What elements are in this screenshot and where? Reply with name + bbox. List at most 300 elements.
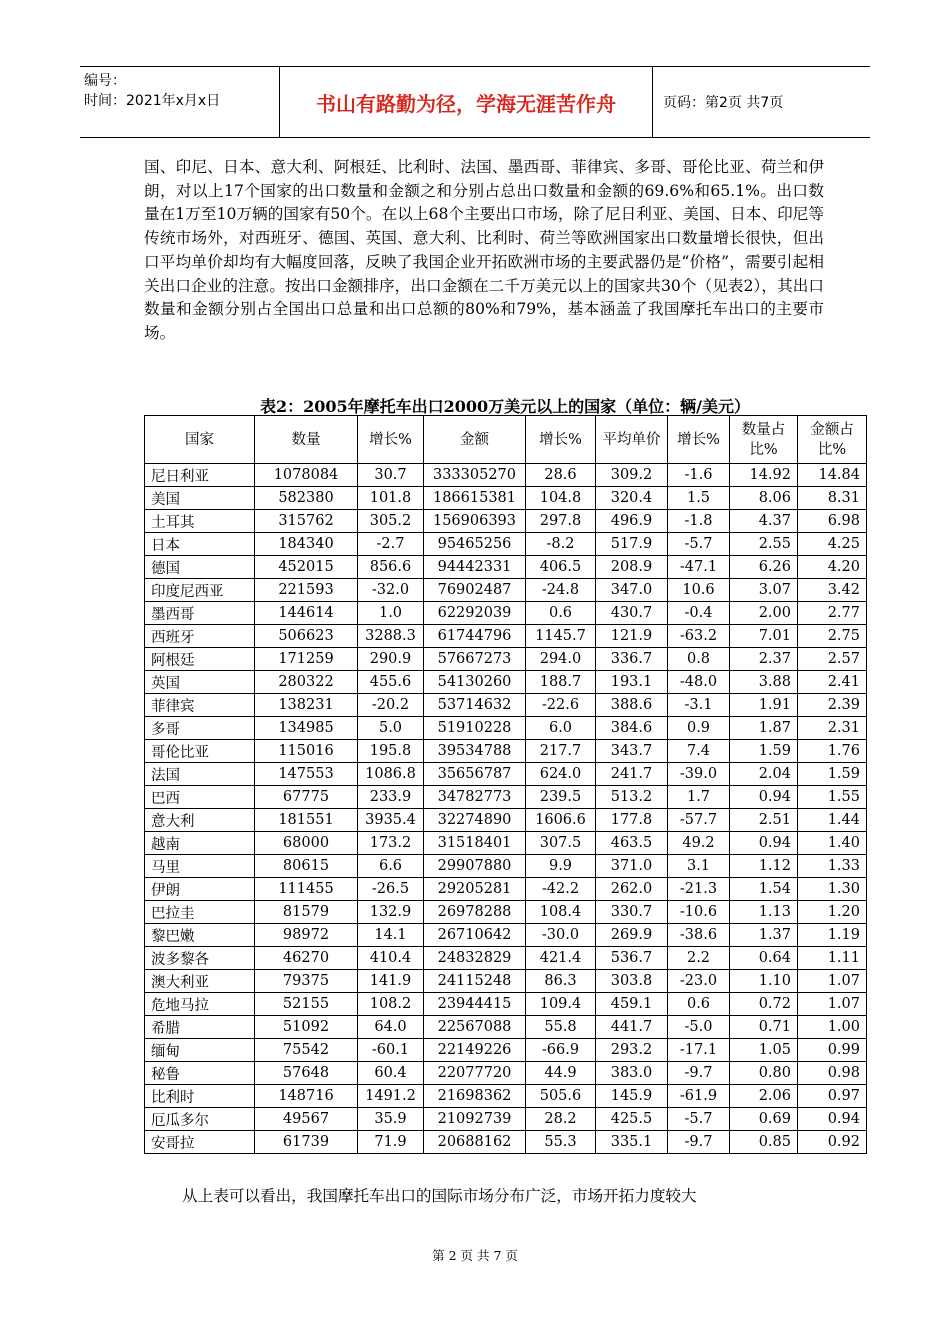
table-cell: 2.41 xyxy=(798,671,867,694)
table-cell: 1.40 xyxy=(798,832,867,855)
header-page-number: 页码：第2页 共7页 xyxy=(663,95,784,111)
table-cell: 309.2 xyxy=(596,464,668,487)
country-cell: 墨西哥 xyxy=(145,602,255,625)
doc-number: 编号： xyxy=(84,73,126,89)
table-cell: 22077720 xyxy=(424,1062,526,1085)
closing-text: 从上表可以看出，我国摩托车出口的国际市场分布广泛，市场开拓力度较大 xyxy=(182,1187,697,1205)
table-cell: 1.12 xyxy=(730,855,798,878)
table-cell: 7.4 xyxy=(668,740,730,763)
table-cell: -0.4 xyxy=(668,602,730,625)
country-cell: 尼日利亚 xyxy=(145,464,255,487)
table-cell: 51910228 xyxy=(424,717,526,740)
table-cell: 333305270 xyxy=(424,464,526,487)
table-cell: 303.8 xyxy=(596,970,668,993)
country-cell: 危地马拉 xyxy=(145,993,255,1016)
table-cell: 49567 xyxy=(255,1108,358,1131)
column-header: 金额占比% xyxy=(798,416,867,464)
table-cell: 55.3 xyxy=(526,1131,596,1154)
table-cell: 193.1 xyxy=(596,671,668,694)
country-cell: 厄瓜多尔 xyxy=(145,1108,255,1131)
country-cell: 意大利 xyxy=(145,809,255,832)
table-cell: 94442331 xyxy=(424,556,526,579)
table-cell: 856.6 xyxy=(358,556,424,579)
table-cell: 75542 xyxy=(255,1039,358,1062)
table-row xyxy=(145,648,867,671)
table-cell: 2.06 xyxy=(730,1085,798,1108)
table-cell: -8.2 xyxy=(526,533,596,556)
table-row xyxy=(145,786,867,809)
table-cell: 2.57 xyxy=(798,648,867,671)
country-cell: 伊朗 xyxy=(145,878,255,901)
table-cell: 121.9 xyxy=(596,625,668,648)
table-cell: 315762 xyxy=(255,510,358,533)
table-cell: 2.2 xyxy=(668,947,730,970)
table-cell: 1.7 xyxy=(668,786,730,809)
table-cell: 280322 xyxy=(255,671,358,694)
table-cell: -21.3 xyxy=(668,878,730,901)
table-cell: 517.9 xyxy=(596,533,668,556)
table-cell: 171259 xyxy=(255,648,358,671)
table-cell: -39.0 xyxy=(668,763,730,786)
country-cell: 巴西 xyxy=(145,786,255,809)
table-cell: 1.0 xyxy=(358,602,424,625)
country-cell: 哥伦比亚 xyxy=(145,740,255,763)
country-cell: 土耳其 xyxy=(145,510,255,533)
table-cell: 81579 xyxy=(255,901,358,924)
table-cell: -2.7 xyxy=(358,533,424,556)
table-cell: 343.7 xyxy=(596,740,668,763)
table-cell: 0.71 xyxy=(730,1016,798,1039)
country-cell: 菲律宾 xyxy=(145,694,255,717)
table-cell: 9.9 xyxy=(526,855,596,878)
table-cell: 3.1 xyxy=(668,855,730,878)
table-cell: -10.6 xyxy=(668,901,730,924)
table-cell: 57667273 xyxy=(424,648,526,671)
table-cell: 221593 xyxy=(255,579,358,602)
table-cell: 0.99 xyxy=(798,1039,867,1062)
table-cell: -9.7 xyxy=(668,1062,730,1085)
table-cell: -23.0 xyxy=(668,970,730,993)
table-cell: 186615381 xyxy=(424,487,526,510)
table-cell: 68000 xyxy=(255,832,358,855)
table-cell: 7.01 xyxy=(730,625,798,648)
table-cell: 0.94 xyxy=(730,786,798,809)
table-cell: 5.0 xyxy=(358,717,424,740)
table-cell: 0.6 xyxy=(526,602,596,625)
table-cell: 0.85 xyxy=(730,1131,798,1154)
table-cell: 1.76 xyxy=(798,740,867,763)
table-row xyxy=(145,510,867,533)
table-cell: 1.13 xyxy=(730,901,798,924)
table-cell: 28.6 xyxy=(526,464,596,487)
table-cell: 1.59 xyxy=(730,740,798,763)
table-cell: 195.8 xyxy=(358,740,424,763)
table-cell: 421.4 xyxy=(526,947,596,970)
table-cell: 452015 xyxy=(255,556,358,579)
table-cell: -22.6 xyxy=(526,694,596,717)
column-header: 国家 xyxy=(145,416,255,464)
table-cell: 1.44 xyxy=(798,809,867,832)
export-table xyxy=(144,415,867,1154)
table-row xyxy=(145,1062,867,1085)
table-cell: 20688162 xyxy=(424,1131,526,1154)
table-row xyxy=(145,579,867,602)
table-cell: 305.2 xyxy=(358,510,424,533)
table-cell: 188.7 xyxy=(526,671,596,694)
column-header: 金额 xyxy=(424,416,526,464)
table-cell: 347.0 xyxy=(596,579,668,602)
table-cell: 307.5 xyxy=(526,832,596,855)
table-row xyxy=(145,602,867,625)
table-cell: 1086.8 xyxy=(358,763,424,786)
table-cell: 1078084 xyxy=(255,464,358,487)
table-cell: 330.7 xyxy=(596,901,668,924)
table-cell: -1.8 xyxy=(668,510,730,533)
table-cell: 14.1 xyxy=(358,924,424,947)
table-cell: 441.7 xyxy=(596,1016,668,1039)
header-motto: 书山有路勤为径，学海无涯苦作舟 xyxy=(280,67,653,137)
table-cell: 1.5 xyxy=(668,487,730,510)
table-cell: 294.0 xyxy=(526,648,596,671)
table-row xyxy=(145,901,867,924)
table-cell: 536.7 xyxy=(596,947,668,970)
table-cell: 0.64 xyxy=(730,947,798,970)
body-paragraph: 国、印尼、日本、意大利、阿根廷、比利时、法国、墨西哥、菲律宾、多哥、哥伦比亚、荷兰和伊朗，对以上17个国家的出口数量和金额之和分别占总出口数量和金额的69.6%和65.1%。出口数量在1万至10万辆的国家有50个。在以上68个主要出口市场，除了尼日利亚、美国、日本、印尼等传统市场外，对西班牙、德国、英国、意大利、比利时、荷兰等欧洲国家出口数量增长很快，但出口平均单价却均有大幅度回落，反映了我国企业开拓欧洲市场的主要武器仍是“价格”，需要引起相关出口企业的注意。按出口金额排序，出口金额在二千万美元以上的国家共30个（见表2），其出口数量和金额分别占全国出口总量和出口总额的80%和79%，基本涵盖了我国摩托车出口的主要市场。 xyxy=(144,158,824,342)
country-cell: 澳大利亚 xyxy=(145,970,255,993)
table-cell: 44.9 xyxy=(526,1062,596,1085)
table-cell: 1.91 xyxy=(730,694,798,717)
table-cell: 54130260 xyxy=(424,671,526,694)
table-cell: 506623 xyxy=(255,625,358,648)
country-cell: 阿根廷 xyxy=(145,648,255,671)
table-cell: 111455 xyxy=(255,878,358,901)
table-cell: 3.88 xyxy=(730,671,798,694)
table-row xyxy=(145,855,867,878)
table-cell: 10.6 xyxy=(668,579,730,602)
table-cell: 6.0 xyxy=(526,717,596,740)
table-cell: -24.8 xyxy=(526,579,596,602)
table-cell: 138231 xyxy=(255,694,358,717)
table-cell: 2.77 xyxy=(798,602,867,625)
table-cell: 31518401 xyxy=(424,832,526,855)
table-cell: 49.2 xyxy=(668,832,730,855)
table-cell: 173.2 xyxy=(358,832,424,855)
table-cell: 406.5 xyxy=(526,556,596,579)
table-cell: 262.0 xyxy=(596,878,668,901)
table-cell: -20.2 xyxy=(358,694,424,717)
table-cell: 6.6 xyxy=(358,855,424,878)
table-cell: 35.9 xyxy=(358,1108,424,1131)
table-cell: 101.8 xyxy=(358,487,424,510)
table-cell: 134985 xyxy=(255,717,358,740)
table-cell: 46270 xyxy=(255,947,358,970)
table-cell: 80615 xyxy=(255,855,358,878)
table-cell: 184340 xyxy=(255,533,358,556)
table-cell: 109.4 xyxy=(526,993,596,1016)
country-cell: 波多黎各 xyxy=(145,947,255,970)
table-cell: -5.7 xyxy=(668,1108,730,1131)
country-cell: 希腊 xyxy=(145,1016,255,1039)
table-cell: 1.05 xyxy=(730,1039,798,1062)
table-cell: 181551 xyxy=(255,809,358,832)
country-cell: 比利时 xyxy=(145,1085,255,1108)
table-cell: 336.7 xyxy=(596,648,668,671)
table-cell: 293.2 xyxy=(596,1039,668,1062)
table-cell: 34782773 xyxy=(424,786,526,809)
table-row xyxy=(145,947,867,970)
table-cell: 1.07 xyxy=(798,993,867,1016)
table-cell: 1.00 xyxy=(798,1016,867,1039)
table-cell: 459.1 xyxy=(596,993,668,1016)
country-cell: 缅甸 xyxy=(145,1039,255,1062)
table-cell: 0.94 xyxy=(798,1108,867,1131)
table-row xyxy=(145,1039,867,1062)
table-cell: 320.4 xyxy=(596,487,668,510)
table-row xyxy=(145,924,867,947)
table-cell: -1.6 xyxy=(668,464,730,487)
table-cell: 71.9 xyxy=(358,1131,424,1154)
column-header: 数量 xyxy=(255,416,358,464)
country-cell: 秘鲁 xyxy=(145,1062,255,1085)
table-cell: 22567088 xyxy=(424,1016,526,1039)
table-cell: 14.84 xyxy=(798,464,867,487)
table-cell: 24832829 xyxy=(424,947,526,970)
table-cell: 26710642 xyxy=(424,924,526,947)
table-cell: -9.7 xyxy=(668,1131,730,1154)
country-cell: 西班牙 xyxy=(145,625,255,648)
table-cell: 1.30 xyxy=(798,878,867,901)
table-cell: 21092739 xyxy=(424,1108,526,1131)
table-cell: 3.07 xyxy=(730,579,798,602)
table-cell: 1.07 xyxy=(798,970,867,993)
table-cell: 23944415 xyxy=(424,993,526,1016)
table-cell: 455.6 xyxy=(358,671,424,694)
table-cell: 3935.4 xyxy=(358,809,424,832)
table-cell: 61739 xyxy=(255,1131,358,1154)
column-header: 增长% xyxy=(526,416,596,464)
country-cell: 越南 xyxy=(145,832,255,855)
table-cell: 2.39 xyxy=(798,694,867,717)
table-cell: 29205281 xyxy=(424,878,526,901)
table-cell: 35656787 xyxy=(424,763,526,786)
table-cell: -60.1 xyxy=(358,1039,424,1062)
table-cell: 1145.7 xyxy=(526,625,596,648)
table-cell: 582380 xyxy=(255,487,358,510)
table-cell: 132.9 xyxy=(358,901,424,924)
table-cell: -66.9 xyxy=(526,1039,596,1062)
country-cell: 安哥拉 xyxy=(145,1131,255,1154)
table-cell: -5.0 xyxy=(668,1016,730,1039)
table-row xyxy=(145,763,867,786)
table-cell: 86.3 xyxy=(526,970,596,993)
table-cell: 64.0 xyxy=(358,1016,424,1039)
table-cell: 32274890 xyxy=(424,809,526,832)
table-cell: 0.6 xyxy=(668,993,730,1016)
table-cell: 53714632 xyxy=(424,694,526,717)
table-cell: 2.37 xyxy=(730,648,798,671)
table-cell: 0.97 xyxy=(798,1085,867,1108)
table-row xyxy=(145,1108,867,1131)
table-row xyxy=(145,625,867,648)
page-footer: 第 2 页 共 7 页 xyxy=(432,1248,518,1263)
table-cell: 1.87 xyxy=(730,717,798,740)
country-cell: 英国 xyxy=(145,671,255,694)
table-cell: 2.00 xyxy=(730,602,798,625)
table-cell: 2.75 xyxy=(798,625,867,648)
table-cell: 57648 xyxy=(255,1062,358,1085)
table-cell: 383.0 xyxy=(596,1062,668,1085)
table-row xyxy=(145,809,867,832)
table-row xyxy=(145,671,867,694)
table-row xyxy=(145,1131,867,1154)
table-cell: 76902487 xyxy=(424,579,526,602)
country-cell: 美国 xyxy=(145,487,255,510)
table-cell: 108.2 xyxy=(358,993,424,1016)
table-cell: 0.9 xyxy=(668,717,730,740)
table-cell: 1491.2 xyxy=(358,1085,424,1108)
table-cell: -57.7 xyxy=(668,809,730,832)
table-cell: 4.20 xyxy=(798,556,867,579)
table-cell: 24115248 xyxy=(424,970,526,993)
table-cell: 0.72 xyxy=(730,993,798,1016)
table-cell: 2.55 xyxy=(730,533,798,556)
table-cell: 624.0 xyxy=(526,763,596,786)
table-cell: 148716 xyxy=(255,1085,358,1108)
table-cell: -61.9 xyxy=(668,1085,730,1108)
country-cell: 法国 xyxy=(145,763,255,786)
table-cell: 51092 xyxy=(255,1016,358,1039)
country-cell: 马里 xyxy=(145,855,255,878)
table-cell: -63.2 xyxy=(668,625,730,648)
table-cell: 217.7 xyxy=(526,740,596,763)
table-cell: 371.0 xyxy=(596,855,668,878)
table-cell: 233.9 xyxy=(358,786,424,809)
table-cell: 1.54 xyxy=(730,878,798,901)
table-cell: 239.5 xyxy=(526,786,596,809)
table-cell: 1.59 xyxy=(798,763,867,786)
table-cell: -32.0 xyxy=(358,579,424,602)
table-cell: 496.9 xyxy=(596,510,668,533)
country-cell: 印度尼西亚 xyxy=(145,579,255,602)
table-cell: 463.5 xyxy=(596,832,668,855)
page-header xyxy=(80,66,870,138)
table-row xyxy=(145,487,867,510)
table-cell: 241.7 xyxy=(596,763,668,786)
table-row xyxy=(145,878,867,901)
table-cell: 1.55 xyxy=(798,786,867,809)
table-cell: 388.6 xyxy=(596,694,668,717)
table-cell: 8.06 xyxy=(730,487,798,510)
table-cell: 6.98 xyxy=(798,510,867,533)
table-cell: 95465256 xyxy=(424,533,526,556)
table-row xyxy=(145,1085,867,1108)
table-row xyxy=(145,556,867,579)
table-cell: -47.1 xyxy=(668,556,730,579)
table-cell: -42.2 xyxy=(526,878,596,901)
table-cell: 67775 xyxy=(255,786,358,809)
table-row xyxy=(145,464,867,487)
table-cell: 4.25 xyxy=(798,533,867,556)
table-row xyxy=(145,970,867,993)
table-cell: 1.19 xyxy=(798,924,867,947)
table-cell: 1.20 xyxy=(798,901,867,924)
table-cell: 1.33 xyxy=(798,855,867,878)
table-caption: 表2：2005年摩托车出口2000万美元以上的国家（单位：辆/美元） xyxy=(259,397,751,416)
table-cell: 147553 xyxy=(255,763,358,786)
table-cell: 430.7 xyxy=(596,602,668,625)
table-cell: 2.04 xyxy=(730,763,798,786)
table-cell: 297.8 xyxy=(526,510,596,533)
column-header: 数量占比% xyxy=(730,416,798,464)
country-cell: 多哥 xyxy=(145,717,255,740)
table-cell: 0.80 xyxy=(730,1062,798,1085)
table-cell: 1.11 xyxy=(798,947,867,970)
table-cell: 61744796 xyxy=(424,625,526,648)
table-row xyxy=(145,694,867,717)
table-cell: 55.8 xyxy=(526,1016,596,1039)
table-cell: -26.5 xyxy=(358,878,424,901)
column-header: 平均单价 xyxy=(596,416,668,464)
table-cell: 115016 xyxy=(255,740,358,763)
table-header-row xyxy=(145,416,867,464)
doc-time: 时间：2021年x月x日 xyxy=(84,93,221,109)
country-cell: 黎巴嫩 xyxy=(145,924,255,947)
table-cell: 2.31 xyxy=(798,717,867,740)
table-cell: 208.9 xyxy=(596,556,668,579)
table-cell: 21698362 xyxy=(424,1085,526,1108)
table-cell: 410.4 xyxy=(358,947,424,970)
table-row xyxy=(145,740,867,763)
table-cell: 28.2 xyxy=(526,1108,596,1131)
table-cell: 29907880 xyxy=(424,855,526,878)
country-cell: 德国 xyxy=(145,556,255,579)
table-cell: 290.9 xyxy=(358,648,424,671)
table-cell: 269.9 xyxy=(596,924,668,947)
table-cell: -3.1 xyxy=(668,694,730,717)
table-cell: 14.92 xyxy=(730,464,798,487)
table-cell: 0.92 xyxy=(798,1131,867,1154)
table-cell: 0.98 xyxy=(798,1062,867,1085)
table-cell: 8.31 xyxy=(798,487,867,510)
table-cell: 513.2 xyxy=(596,786,668,809)
country-cell: 巴拉圭 xyxy=(145,901,255,924)
column-header: 增长% xyxy=(668,416,730,464)
table-cell: 156906393 xyxy=(424,510,526,533)
table-cell: 1.37 xyxy=(730,924,798,947)
header-meta xyxy=(80,67,280,137)
table-row xyxy=(145,533,867,556)
column-header: 增长% xyxy=(358,416,424,464)
table-cell: 104.8 xyxy=(526,487,596,510)
country-cell: 日本 xyxy=(145,533,255,556)
table-cell: 30.7 xyxy=(358,464,424,487)
table-cell: 505.6 xyxy=(526,1085,596,1108)
table-row xyxy=(145,993,867,1016)
table-cell: 177.8 xyxy=(596,809,668,832)
table-cell: -5.7 xyxy=(668,533,730,556)
table-cell: 79375 xyxy=(255,970,358,993)
table-cell: 22149226 xyxy=(424,1039,526,1062)
table-cell: 98972 xyxy=(255,924,358,947)
table-cell: 145.9 xyxy=(596,1085,668,1108)
table-cell: 0.8 xyxy=(668,648,730,671)
table-cell: 144614 xyxy=(255,602,358,625)
table-cell: -48.0 xyxy=(668,671,730,694)
table-cell: 108.4 xyxy=(526,901,596,924)
table-cell: -17.1 xyxy=(668,1039,730,1062)
table-cell: 425.5 xyxy=(596,1108,668,1131)
table-cell: 4.37 xyxy=(730,510,798,533)
